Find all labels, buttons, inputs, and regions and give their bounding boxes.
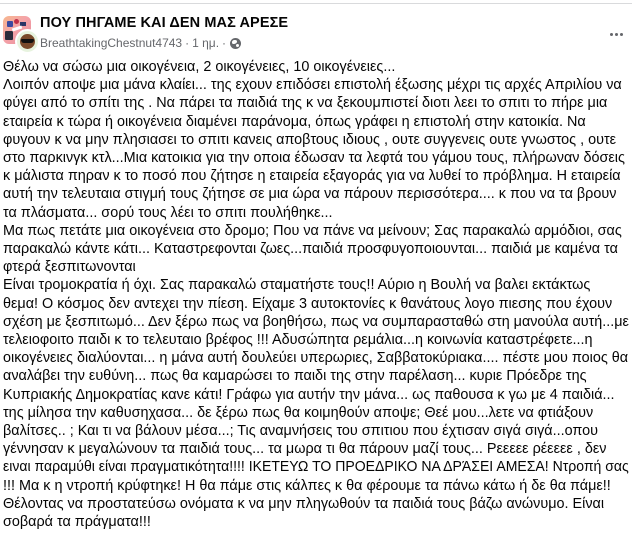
post-text-line: σοβαρά τα πράγματα!!! <box>3 514 151 531</box>
post-text-line: Είναι τρομοκρατία ή όχι. Σας παρακαλώ σταματήστε τους!! Αύριο η Βουλή να βαλει εκτάκτως <box>3 277 591 294</box>
meta-separator: · <box>222 36 227 50</box>
post-text-line: σχέση με ξεσπιτωμό... Δεν ξέρω πως να βοηθήσω, πως να συμπαρασταθώ στη μανούλα αυτή...με <box>3 313 629 330</box>
user-avatar[interactable] <box>15 29 40 54</box>
post-text-line: εταιρεία κ τώρα ή οικογένεια διαμένει παράνομα, όπως γράφει η επιστολή στην κατοικία. Να <box>3 113 586 130</box>
post-text-line: ειναι παραμύθι είναι πραγματικότητα!!!! ΙΚΕΤΕΥΩ ΤΟ ΠΡΟΕΔΡΙΚΟ ΝΑ ΔΡΆΣΕΙ ΑΜΕΣΑ! Ντροπή σας <box>3 459 629 476</box>
group-avatar-art <box>7 21 13 27</box>
post-text-line: κ μάλιστα πηραν κ το ποσό που ζήτησε η εταιρεία εξαγοράς για να λυθεί το πρόβλημα. Η εταιρεία <box>3 168 621 185</box>
post-text-line: τελειοφοιτο παιδι κ το τελευταιο βρέφος !!! Αδυσώπητα ρεμάλια...η κοινωνία καταστρέφετε...η <box>3 332 593 349</box>
post-meta <box>40 36 241 50</box>
avatar-sunglasses <box>21 39 34 43</box>
post-text-line: !!! Μα κ η ντροπή κρύφτηκε! Η θα πάμε στις κάλπες κ θα φέρουμε τα πάνω κάτω ή δε θα πάμε!! <box>3 477 611 494</box>
group-avatar-art <box>5 31 13 40</box>
post-text-line: βαλίτσες.. ; Και τι να βάλουν μέσα...; Τις αναμνήσεις του σπιτιου που έχτισαν σιγά σιγά...οπου <box>3 423 598 440</box>
group-name-link[interactable]: ΠΟΥ ΠΗΓΑΜΕ ΚΑΙ ΔΕΝ ΜΑΣ ΑΡΕΣΕ <box>40 15 289 31</box>
post-text-line: της μίλησα την καθυσηχασα... δε ξέρω πως θα κοιμηθούν αποψε; Θεέ μου...λετε να φτιάξουν <box>3 404 594 421</box>
post-text-line: στο παρκινγκ κτλ...Μια κατοικια για την οποια έδωσαν τα λεφτά του γάμου τους, πλήρωναν δόσεις <box>3 150 625 167</box>
post-text-line: φύγει από το σπίτι της . Να πάρει τα παιδιά της κ να ξεκουμπιστεί διοτι λεει το σπιτι το πήρε μια <box>3 95 608 112</box>
top-divider <box>0 3 632 4</box>
post-text-line: αυτή την τελευταια στιγμή τους ζήτησε σε μια ώρα να πάρουν περισσότερα.... κ που να τα βρουν <box>3 186 617 203</box>
post-header <box>0 14 632 54</box>
post-text-line: Λοιπόν αποψε μια μάνα κλαίει... της εχουν επιδόσει επιστολή έξωσης μέχρι τις αρχές Απριλίου να <box>3 77 622 94</box>
post-text-line: γέννησαν κ μεγαλώνουν τα παιδιά τους... τα μωρα τι θα πάρουν μαζί τους... Ρεεεεε ρέεεεε , δεν <box>3 441 607 458</box>
post-text-line: φυγουν κ να μην πλησιασει το σπιτι κανεις αποβτους ιδιους , ουτε συγγενεις ουτε γνωστος , ουτε <box>3 131 617 148</box>
post-text-line: αναλάβει την ευθύνη... πως θα καμαρώσει το παιδι της στην παρέλαση... κυριε Πρόεδρε της <box>3 368 587 385</box>
globe-icon[interactable] <box>230 38 241 49</box>
post-text-line: Μα πως πετάτε μια οικογένεια στο δρομο; Που να πάνε να μείνουν; Σας παρακαλώ αρμόδιοι, σας <box>3 222 622 239</box>
post-body <box>3 58 629 531</box>
post-text-line: φτερά ξεσπιτωνονται <box>3 259 136 276</box>
post-text-line: οικογένειες διαλύονται... η μάνα αυτή δουλεύει υπερωριες, Σαββατοκύριακα.... πέστε μου ποιος θα <box>3 350 629 367</box>
post-timestamp[interactable]: 1 ημ. <box>192 36 220 50</box>
author-name-link[interactable]: BreathtakingChestnut4743 <box>40 36 183 50</box>
post-text-line: Κυπριακής Δημοκρατίας κανε κάτι! Γράφω για αυτήν την μάνα... ως παθουσα κ γω με 4 παιδιά... <box>3 386 615 403</box>
post-text-line: τα πλάσματα... σορύ τους λέει το σπιτι πουλήθηκε... <box>3 204 333 221</box>
post-text-line: παρακαλώ κάντε κάτι... Καταστρεφονται ζωες...παιδιά προσφυγοποιουνται... παιδιά με καμένα τα <box>3 241 618 258</box>
more-options-icon <box>610 33 613 36</box>
meta-separator: · <box>185 36 190 50</box>
post-text-line: Θέλοντας να προστατεύσω ονόματα κ να μην πληγωθούν τα παιδιά τους βάζω ανώνυμο. Είναι <box>3 495 605 512</box>
post-text-line: θεμα! Ο κόσμος δεν αντεχει την πίεση. Είχαμε 3 αυτοκτονίες κ θανάτους λογο πιεσης που έχουν <box>3 295 613 312</box>
group-avatar-art <box>14 19 19 24</box>
post-text-line: Θέλω να σώσω μια οικογένεια, 2 οικογένειες, 10 οικογένειες... <box>3 59 396 75</box>
more-options-button[interactable] <box>606 24 626 44</box>
more-options-icon <box>620 33 623 36</box>
more-options-icon <box>615 33 618 36</box>
